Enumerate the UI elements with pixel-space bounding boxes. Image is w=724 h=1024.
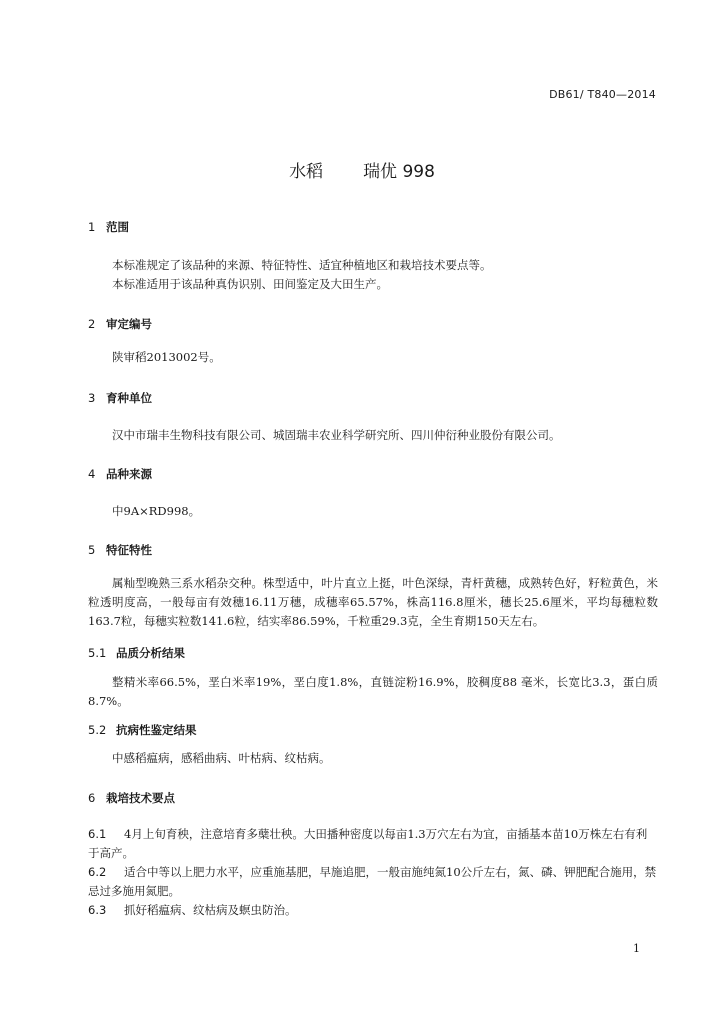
section-heading-2: 2 审定编号 [88,317,152,331]
section-5-1-para: 整精米率66.5%，垩白米率19%，垩白度1.8%，直链淀粉16.9%，胶稠度88 毫米，长宽比3.3，蛋白质8.7%。 [88,675,658,708]
section-3-para: 汉中市瑞丰生物科技有限公司、城固瑞丰农业科学研究所、四川仲衍种业股份有限公司。 [112,428,561,442]
section-1-para-1: 本标准规定了该品种的来源、特征特性、适宜种植地区和栽培技术要点等。 [112,258,492,272]
section-heading-5-2: 5.2 抗病性鉴定结果 [88,723,197,737]
clause-number: 6.2 [88,865,107,879]
clause-number: 6.1 [88,827,107,841]
clause-text: 抓好稻瘟病、纹枯病及螟虫防治。 [124,903,297,917]
clause-6-2 [88,863,658,901]
title-variety: 瑞优 998 [363,162,435,182]
title-crop: 水稻 [289,162,324,182]
section-heading-3: 3 育种单位 [88,391,152,405]
clause-text: 4月上旬育秧，注意培育多蘖壮秧。大田播种密度以每亩1.3万穴左右为宜，亩插基本苗10万株左右有利于高产。 [88,827,648,860]
clause-text: 适合中等以上肥力水平，应重施基肥，早施追肥，一般亩施纯氮10公斤左右，氮、磷、钾肥配合施用，禁忌过多施用氮肥。 [88,865,657,898]
section-5-2-para: 中感稻瘟病，感稻曲病、叶枯病、纹枯病。 [112,751,331,765]
page-number: 1 [633,942,640,955]
section-2-para: 陕审稻2013002号。 [112,350,221,364]
page-title [0,157,724,182]
section-1-para-2: 本标准适用于该品种真伪识别、田间鉴定及大田生产。 [112,277,388,291]
clause-number: 6.3 [88,903,107,917]
clause-6-3 [88,901,658,920]
section-5-para: 属籼型晚熟三系水稻杂交种。株型适中，叶片直立上挺，叶色深绿，青杆黄穗，成熟转色好，籽粒黄色，米粒透明度高，一般每亩有效穗16.11万穗，成穗率65.57%，株高116.8厘米，穗长25.6厘米，平均每穗粒数163.7粒，每穗实粒数141.6粒，结实率86.59%，千粒重29.3克，全生育期150天左右。 [88,576,658,628]
section-heading-5: 5 特征特性 [88,543,152,557]
section-heading-4: 4 品种来源 [88,467,152,481]
section-heading-6: 6 栽培技术要点 [88,791,175,805]
section-heading-1: 1 范围 [88,220,129,234]
standard-code: DB61/ T840—2014 [549,88,656,101]
section-4-para: 中9A×RD998。 [112,504,201,518]
clause-6-1 [88,825,658,863]
section-heading-5-1: 5.1 品质分析结果 [88,646,185,660]
